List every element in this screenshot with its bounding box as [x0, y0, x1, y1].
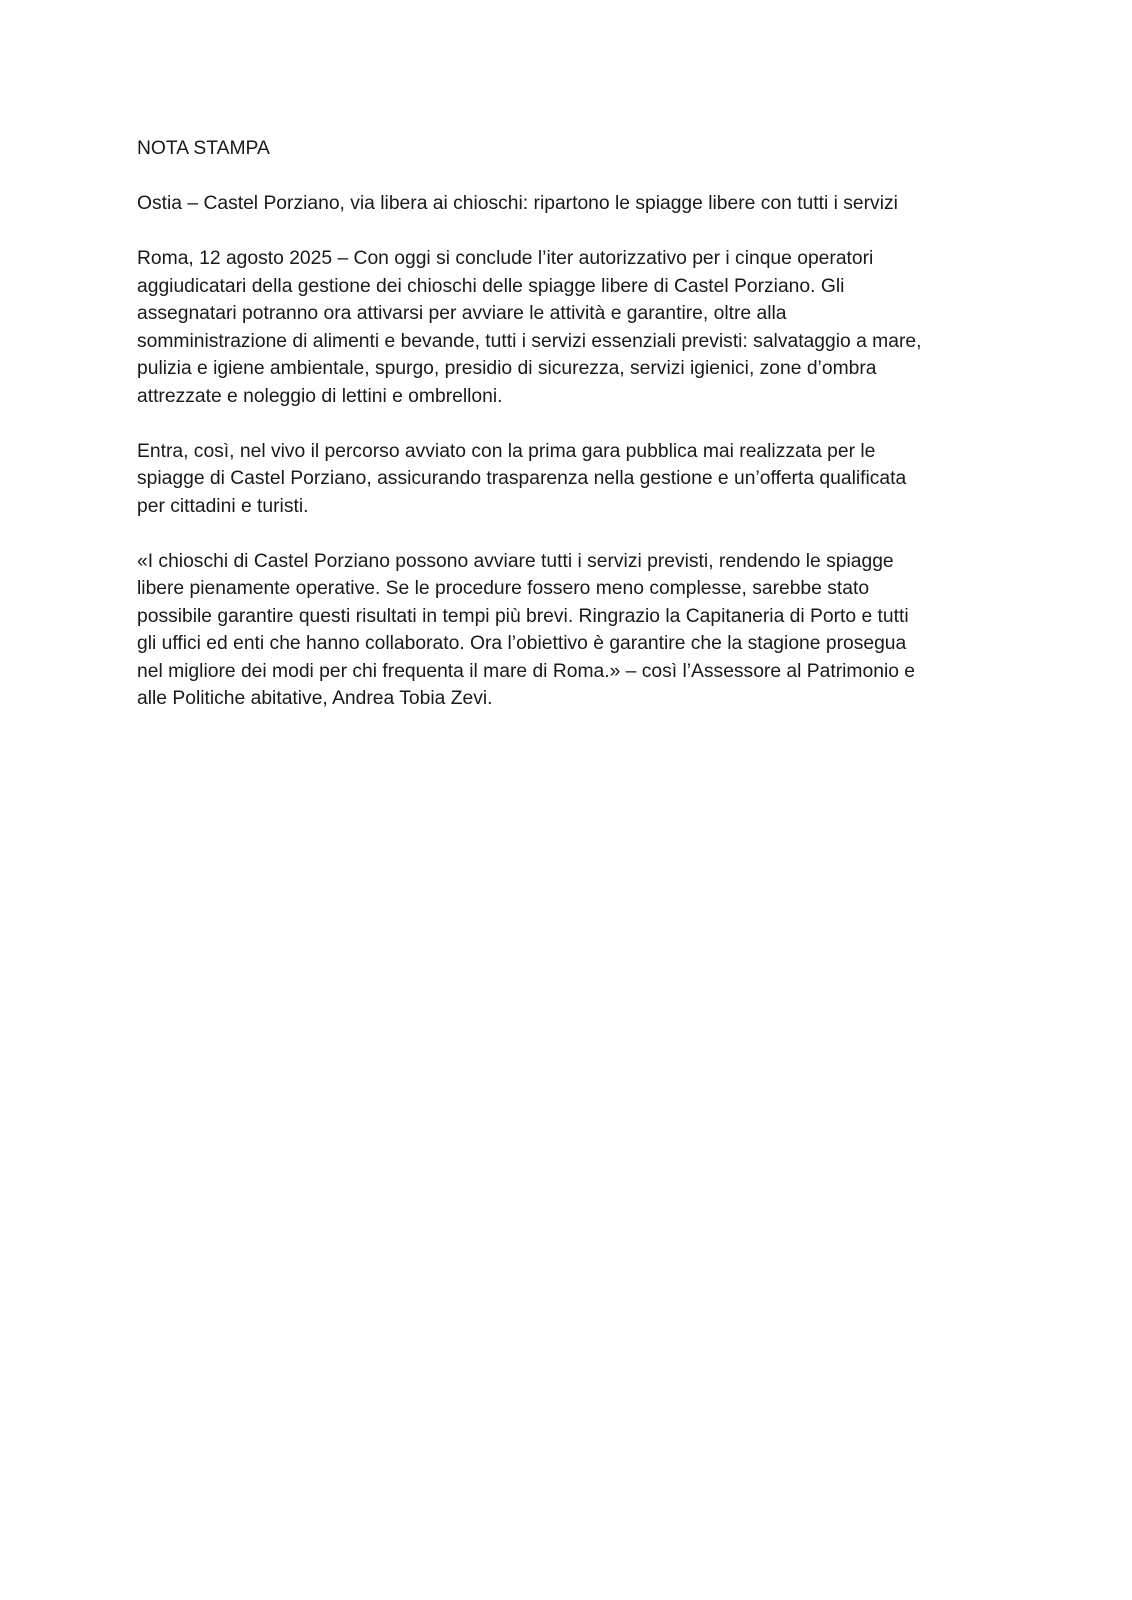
press-release-document — [137, 135, 1007, 740]
paragraph-line: possibile garantire questi risultati in tempi più brevi. Ringrazio la Capitaneria di Porto e tutti — [137, 605, 909, 627]
paragraph-line: nel migliore dei modi per chi frequenta il mare di Roma.» – così l’Assessore al Patrimonio e — [137, 660, 916, 682]
paragraph-line: libere pienamente operative. Se le procedure fossero meno complesse, sarebbe stato — [137, 578, 870, 599]
paragraph-line: somministrazione di alimenti e bevande, tutti i servizi essenziali previsti: salvataggio a mare, — [137, 330, 922, 352]
paragraph-line: assegnatari potranno ora attivarsi per avviare le attività e garantire, oltre alla — [137, 303, 787, 324]
paragraph-line: Entra, così, nel vivo il percorso avviato con la prima gara pubblica mai realizzata per le — [137, 440, 876, 462]
document-header — [137, 135, 1007, 163]
paragraph-line: gli uffici ed enti che hanno collaborato. Ora l’obiettivo è garantire che la stagione prosegua — [137, 633, 907, 654]
paragraph-line: attrezzate e noleggio di lettini e ombrelloni. — [137, 385, 503, 407]
paragraph-line: aggiudicatari della gestione dei chioschi delle spiagge libere di Castel Porziano. Gli — [137, 275, 845, 297]
paragraph-line: pulizia e igiene ambientale, spurgo, presidio di sicurezza, servizi igienici, zone d’ombra — [137, 358, 877, 379]
paragraph-announcement — [137, 245, 1007, 410]
paragraph-context — [137, 438, 1007, 521]
paragraph-line: per cittadini e turisti. — [137, 495, 309, 517]
paragraph-line: alle Politiche abitative, Andrea Tobia Zevi. — [137, 688, 493, 709]
paragraph-line: «I chioschi di Castel Porziano possono avviare tutti i servizi previsti, rendendo le spiagge — [137, 550, 894, 572]
paragraph-quote — [137, 548, 1007, 713]
header-label: NOTA STAMPA — [137, 138, 270, 159]
press-release-title — [137, 190, 1007, 218]
title-line: Ostia – Castel Porziano, via libera ai chioschi: ripartono le spiagge libere con tutti i servizi — [137, 193, 898, 214]
paragraph-line: spiagge di Castel Porziano, assicurando trasparenza nella gestione e un’offerta qualificata — [137, 468, 907, 489]
paragraph-line: Roma, 12 agosto 2025 – Con oggi si conclude l’iter autorizzativo per i cinque operatori — [137, 248, 874, 269]
